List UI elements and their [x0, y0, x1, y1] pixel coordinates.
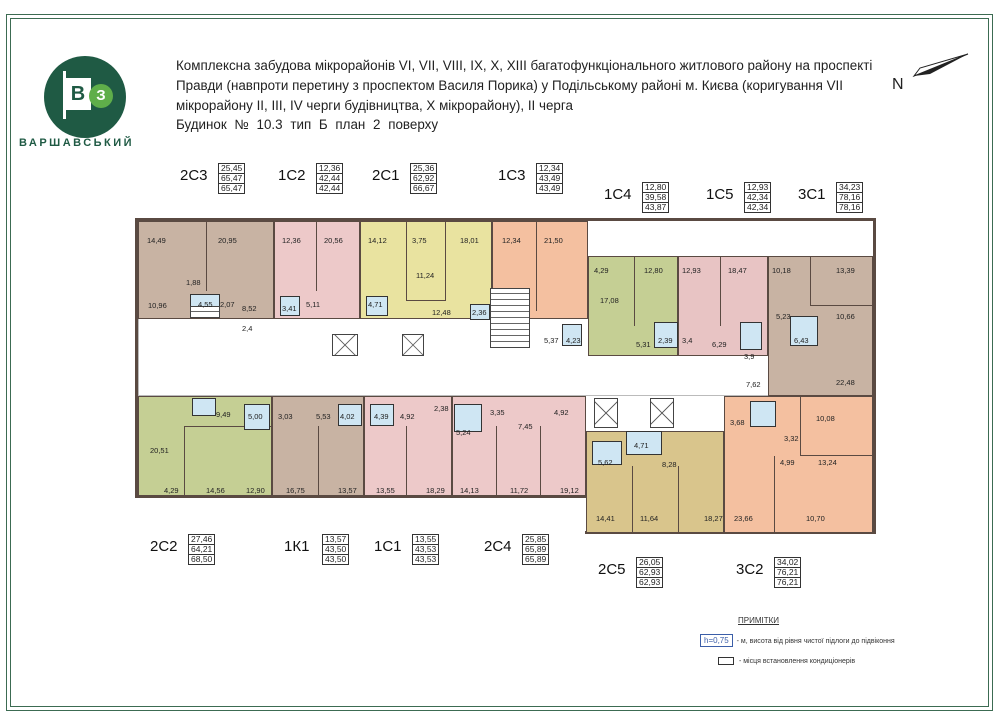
room-area: 9,49: [216, 410, 231, 419]
partition: [678, 466, 679, 533]
room-area: 14,49: [147, 236, 166, 245]
room-area: 4,39: [374, 412, 389, 421]
ac-box-icon: [718, 657, 734, 665]
partition: [318, 426, 319, 496]
room-area: 18,29: [426, 486, 445, 495]
project-title: Комплексна забудова мікрорайонів VI, VII, VIII, IX, X, XIII багатофункціонального житлового району на проспекті Правди (навпроти перетину з проспектом Василя Порика) у Подільському районі м. Києва (коригування VII мікрорайону II, III, IV черги будівництва, X мікрорайону), II черга: [176, 58, 873, 113]
height-text: - м, висота від рівня чистої підлоги до підвіконня: [736, 638, 895, 645]
partition: [496, 426, 497, 496]
room-area: 21,50: [544, 236, 563, 245]
room-area: 11,64: [640, 514, 659, 523]
room-area: 4,55: [198, 300, 213, 309]
north-label: N: [892, 76, 904, 93]
living-area: 27,46: [189, 535, 215, 545]
total-area: 78,16: [837, 193, 863, 203]
room-area: 2,38: [434, 404, 449, 413]
room-area: 4,29: [594, 266, 609, 275]
apartment-area-table: [536, 163, 563, 194]
total-area: 64,21: [189, 545, 215, 555]
staircase: [490, 288, 530, 348]
total-area: 65,47: [219, 174, 245, 184]
room-area: 19,12: [560, 486, 579, 495]
room-area: 12,34: [502, 236, 521, 245]
apartment-code: 1С4: [604, 186, 632, 203]
apartment-area-table: [836, 182, 863, 213]
reduced-area: 43,53: [413, 555, 439, 565]
apartment-area-table: [218, 163, 245, 194]
room-area: 10,08: [816, 414, 835, 423]
reduced-area: 62,93: [637, 578, 663, 588]
room-area: 10,70: [806, 514, 825, 523]
apartment-area-table: [636, 557, 663, 588]
living-area: 25,36: [411, 164, 437, 174]
room-area: 10,18: [772, 266, 791, 275]
total-area: 43,50: [323, 545, 349, 555]
room-area: 2,36: [472, 308, 487, 317]
room-area: 13,55: [376, 486, 395, 495]
north-arrow-icon: [890, 44, 970, 80]
apartment-code: 1С5: [706, 186, 734, 203]
apartment-code: 2С1: [372, 167, 400, 184]
bathroom: [750, 401, 776, 427]
room-area: 5,00: [248, 412, 263, 421]
elevator: [402, 334, 424, 356]
room-area: 8,52: [242, 304, 257, 313]
room-area: 10,96: [148, 301, 167, 310]
room-area: 10,66: [836, 312, 855, 321]
total-area: 42,44: [317, 174, 343, 184]
floor-plan: [120, 216, 890, 538]
room-area: 17,08: [600, 296, 619, 305]
room-area: 18,01: [460, 236, 479, 245]
reduced-area: 76,21: [775, 578, 801, 588]
room-area: 4,92: [554, 408, 569, 417]
room-area: 5,37: [544, 336, 559, 345]
logo: [44, 56, 126, 138]
room-area: 2,07: [220, 300, 235, 309]
apartment-code: 3С1: [798, 186, 826, 203]
room-area: 5,31: [636, 340, 651, 349]
ac-text: - місця встановлення кондиціонерів: [738, 657, 856, 665]
room-area: 12,48: [432, 308, 451, 317]
logo-letter-2: З: [89, 84, 113, 108]
elevator: [650, 398, 674, 428]
reduced-area: 78,16: [837, 203, 863, 213]
apartment-code: 1С3: [498, 167, 526, 184]
room-area: 3,35: [490, 408, 505, 417]
living-area: 13,55: [413, 535, 439, 545]
notes-heading: ПРИМІТКИ: [738, 616, 780, 625]
apartment-code: 1С2: [278, 167, 306, 184]
room-area: 14,13: [460, 486, 479, 495]
living-area: 12,34: [537, 164, 563, 174]
room-area: 7,62: [746, 380, 761, 389]
room-area: 5,23: [776, 312, 791, 321]
apartment-area-table: [316, 163, 343, 194]
room-area: 13,24: [818, 458, 837, 467]
apartment-area-table: [642, 182, 669, 213]
room-area: 3,9: [744, 352, 755, 361]
room-area: 11,24: [416, 271, 435, 280]
apartment-area-table: [412, 534, 439, 565]
room-area: 7,45: [518, 422, 533, 431]
room-area: 5,53: [316, 412, 331, 421]
apartment-code: 2С2: [150, 538, 178, 555]
legend-ac: [718, 657, 855, 665]
brand-name: ВАРШАВСЬКИЙ: [19, 137, 135, 149]
partition: [810, 256, 873, 306]
height-box: h=0,75: [700, 634, 733, 647]
partition: [774, 456, 775, 533]
room-area: 5,62: [598, 458, 613, 467]
apartment-area-table: [774, 557, 801, 588]
living-area: 13,57: [323, 535, 349, 545]
elevator: [332, 334, 358, 356]
room-area: 12,90: [246, 486, 265, 495]
room-area: 6,43: [794, 336, 809, 345]
room-area: 2,39: [658, 336, 673, 345]
reduced-area: 43,87: [643, 203, 669, 213]
reduced-area: 42,44: [317, 184, 343, 194]
wall: [873, 218, 876, 534]
apartment-area-table: [522, 534, 549, 565]
room-area: 4,92: [400, 412, 415, 421]
total-area: 65,89: [523, 545, 549, 555]
room-area: 14,56: [206, 486, 225, 495]
room-area: 13,57: [338, 486, 357, 495]
apartment-code: 3С2: [736, 561, 764, 578]
room-area: 18,47: [728, 266, 747, 275]
bathroom: [740, 322, 762, 350]
room-area: 5,24: [456, 428, 471, 437]
room-area: 8,28: [662, 460, 677, 469]
elevator: [594, 398, 618, 428]
room-area: 4,23: [566, 336, 581, 345]
room-area: 1,88: [186, 278, 201, 287]
apartment-code: 1К1: [284, 538, 310, 555]
room-area: 13,39: [836, 266, 855, 275]
partition: [406, 221, 446, 301]
living-area: 12,93: [745, 183, 771, 193]
room-area: 6,29: [712, 340, 727, 349]
reduced-area: 42,34: [745, 203, 771, 213]
partition: [316, 221, 317, 291]
partition: [720, 256, 721, 326]
total-area: 39,58: [643, 193, 669, 203]
room-area: 14,41: [596, 514, 615, 523]
room-area: 14,12: [368, 236, 387, 245]
room-area: 12,93: [682, 266, 701, 275]
room-area: 3,4: [682, 336, 693, 345]
room-area: 12,36: [282, 236, 301, 245]
room-area: 4,29: [164, 486, 179, 495]
apartment-code: 2С4: [484, 538, 512, 555]
room-area: 3,32: [784, 434, 799, 443]
living-area: 12,36: [317, 164, 343, 174]
room-area: 20,56: [324, 236, 343, 245]
reduced-area: 65,89: [523, 555, 549, 565]
total-area: 62,92: [411, 174, 437, 184]
partition: [634, 256, 635, 326]
room-area: 4,71: [634, 441, 649, 450]
apartment-code: 1С1: [374, 538, 402, 555]
apartment-code: 2С5: [598, 561, 626, 578]
living-area: 12,80: [643, 183, 669, 193]
partition: [406, 426, 407, 496]
reduced-area: 68,50: [189, 555, 215, 565]
apartment-area-table: [322, 534, 349, 565]
room-area: 4,71: [368, 300, 383, 309]
bathroom: [192, 398, 216, 416]
total-area: 43,53: [413, 545, 439, 555]
reduced-area: 43,49: [537, 184, 563, 194]
room-area: 3,03: [278, 412, 293, 421]
room-area: 4,02: [340, 412, 355, 421]
north-arrow: [890, 44, 970, 94]
living-area: 34,23: [837, 183, 863, 193]
apartment-code: 2С3: [180, 167, 208, 184]
room-area: 2,4: [242, 324, 253, 333]
partition: [540, 426, 541, 496]
reduced-area: 65,47: [219, 184, 245, 194]
apartment-area-table: [410, 163, 437, 194]
legend-height: [700, 634, 895, 647]
room-area: 20,95: [218, 236, 237, 245]
apartment-area-table: [744, 182, 771, 213]
room-area: 3,68: [730, 418, 745, 427]
living-area: 25,85: [523, 535, 549, 545]
room-area: 23,66: [734, 514, 753, 523]
apartment-area-table: [188, 534, 215, 565]
total-area: 42,34: [745, 193, 771, 203]
reduced-area: 66,67: [411, 184, 437, 194]
room-area: 4,99: [780, 458, 795, 467]
partition: [536, 221, 537, 311]
room-area: 18,27: [704, 514, 723, 523]
room-area: 16,75: [286, 486, 305, 495]
living-area: 26,05: [637, 558, 663, 568]
room-area: 12,80: [644, 266, 663, 275]
room-area: 3,41: [282, 304, 297, 313]
logo-letter-1: В: [65, 78, 91, 110]
room-area: 11,72: [510, 486, 529, 495]
plan-subtitle: Будинок № 10.3 тип Б план 2 поверху: [176, 117, 439, 132]
room-area: 5,11: [306, 300, 321, 309]
total-area: 76,21: [775, 568, 801, 578]
reduced-area: 43,50: [323, 555, 349, 565]
partition: [800, 396, 873, 456]
room-area: 3,75: [412, 236, 427, 245]
partition: [206, 221, 207, 291]
living-area: 34,02: [775, 558, 801, 568]
partition: [632, 466, 633, 533]
total-area: 43,49: [537, 174, 563, 184]
living-area: 25,45: [219, 164, 245, 174]
room-area: 22,48: [836, 378, 855, 387]
room-area: 20,51: [150, 446, 169, 455]
total-area: 62,93: [637, 568, 663, 578]
